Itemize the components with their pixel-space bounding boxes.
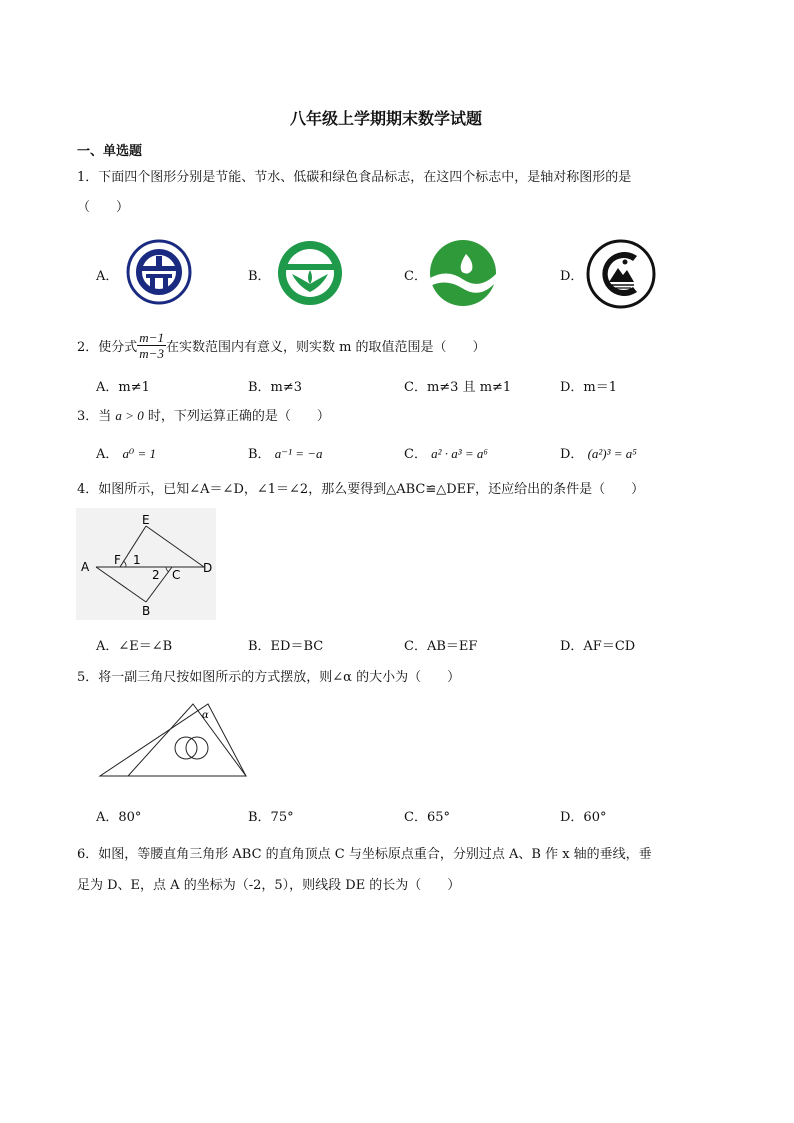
q3-option-a-label: A． [96,447,119,462]
q4-label-e: E [142,513,150,527]
q2-fraction-denominator: m−3 [139,346,164,361]
q3-option-b-label: B． [248,447,271,462]
q4-label-a: A [81,560,90,574]
q4-option-b: B．ED＝BC [248,639,324,654]
q5-set-squares-figure [98,700,250,780]
q3-condition: a > 0 [115,408,144,423]
q2-stem-start: 2．使分式 [77,340,138,355]
q4-label-c: C [172,568,181,582]
q2-fraction [137,330,166,361]
q5-option-a: A．80° [96,810,142,825]
q1-option-c-label: C． [404,269,427,284]
question-1-stem: 1．下面四个图形分别是节能、节水、低碳和绿色食品标志，在这四个标志中，是轴对称图形的是 [77,170,632,185]
question-4-stem: 4．如图所示，已知∠A＝∠D，∠1＝∠2，那么要得到△ABC≌△DEF，还应给出的条件是（ ） [77,482,645,497]
q4-label-b: B [142,604,151,618]
question-2-stem [77,330,486,361]
q5-option-d: D．60° [560,810,607,825]
green-food-logo-icon [585,238,657,310]
q2-option-a: A．m≠1 [96,380,150,395]
q4-label-d: D [203,561,213,575]
q5-alpha-label: α [202,710,209,721]
q3-stem-end: 时，下列运算正确的是（ ） [147,409,330,424]
q2-option-c: C．m≠3 且 m≠1 [404,380,512,395]
question-1-blank: （ ） [77,200,130,215]
q3-stem-start: 3．当 [77,409,112,424]
water-saving-logo-icon [276,240,344,306]
question-6-line-2: 足为 D、E，点 A 的坐标为（-2，5），则线段 DE 的长为（ ） [77,878,461,893]
page-title: 八年级上学期期末数学试题 [290,109,483,128]
q1-option-d-label: D． [560,269,584,284]
q3-option-c [404,443,488,462]
q2-stem-end: 在实数范围内有意义，则实数 m 的取值范围是（ ） [165,340,486,355]
q4-triangle-figure [76,508,216,620]
q3-option-c-expr: a² · a³ = a⁶ [431,446,488,461]
q2-option-d: D．m＝1 [560,380,618,395]
q4-option-d: D．AF＝CD [560,639,636,654]
q3-option-a [96,443,156,462]
q4-option-c: C．AB＝EF [404,639,478,654]
q2-fraction-numerator: m−1 [139,330,164,345]
q4-label-angle-2: 2 [152,568,160,582]
q3-option-c-label: C． [404,447,427,462]
energy-saving-logo-icon [124,238,194,306]
q3-option-d-label: D． [560,447,584,462]
q5-option-c: C．65° [404,810,450,825]
q4-label-angle-1: 1 [133,553,141,567]
question-5-stem: 5．将一副三角尺按如图所示的方式摆放，则∠α 的大小为（ ） [77,670,461,685]
q3-option-b-expr: a⁻¹ = −a [274,446,323,461]
q5-option-b: B．75° [248,810,294,825]
question-6-line-1: 6．如图，等腰直角三角形 ABC 的直角顶点 C 与坐标原点重合，分别过点 A、B 作 x 轴的垂线，垂 [77,847,652,862]
q1-option-b-label: B． [248,269,271,284]
q3-option-b [248,443,323,462]
q3-option-d-expr: (a²)³ = a⁵ [587,446,637,461]
q3-option-d [560,443,637,462]
low-carbon-logo-icon [428,238,498,308]
q2-option-b: B．m≠3 [248,380,303,395]
q4-label-f: F [114,553,121,567]
section-heading: 一、单选题 [77,144,143,159]
question-3-stem [77,405,330,424]
q4-option-a: A．∠E＝∠B [96,639,173,654]
q1-option-a-label: A． [96,269,119,284]
q3-option-a-expr: a⁰ = 1 [122,446,157,461]
